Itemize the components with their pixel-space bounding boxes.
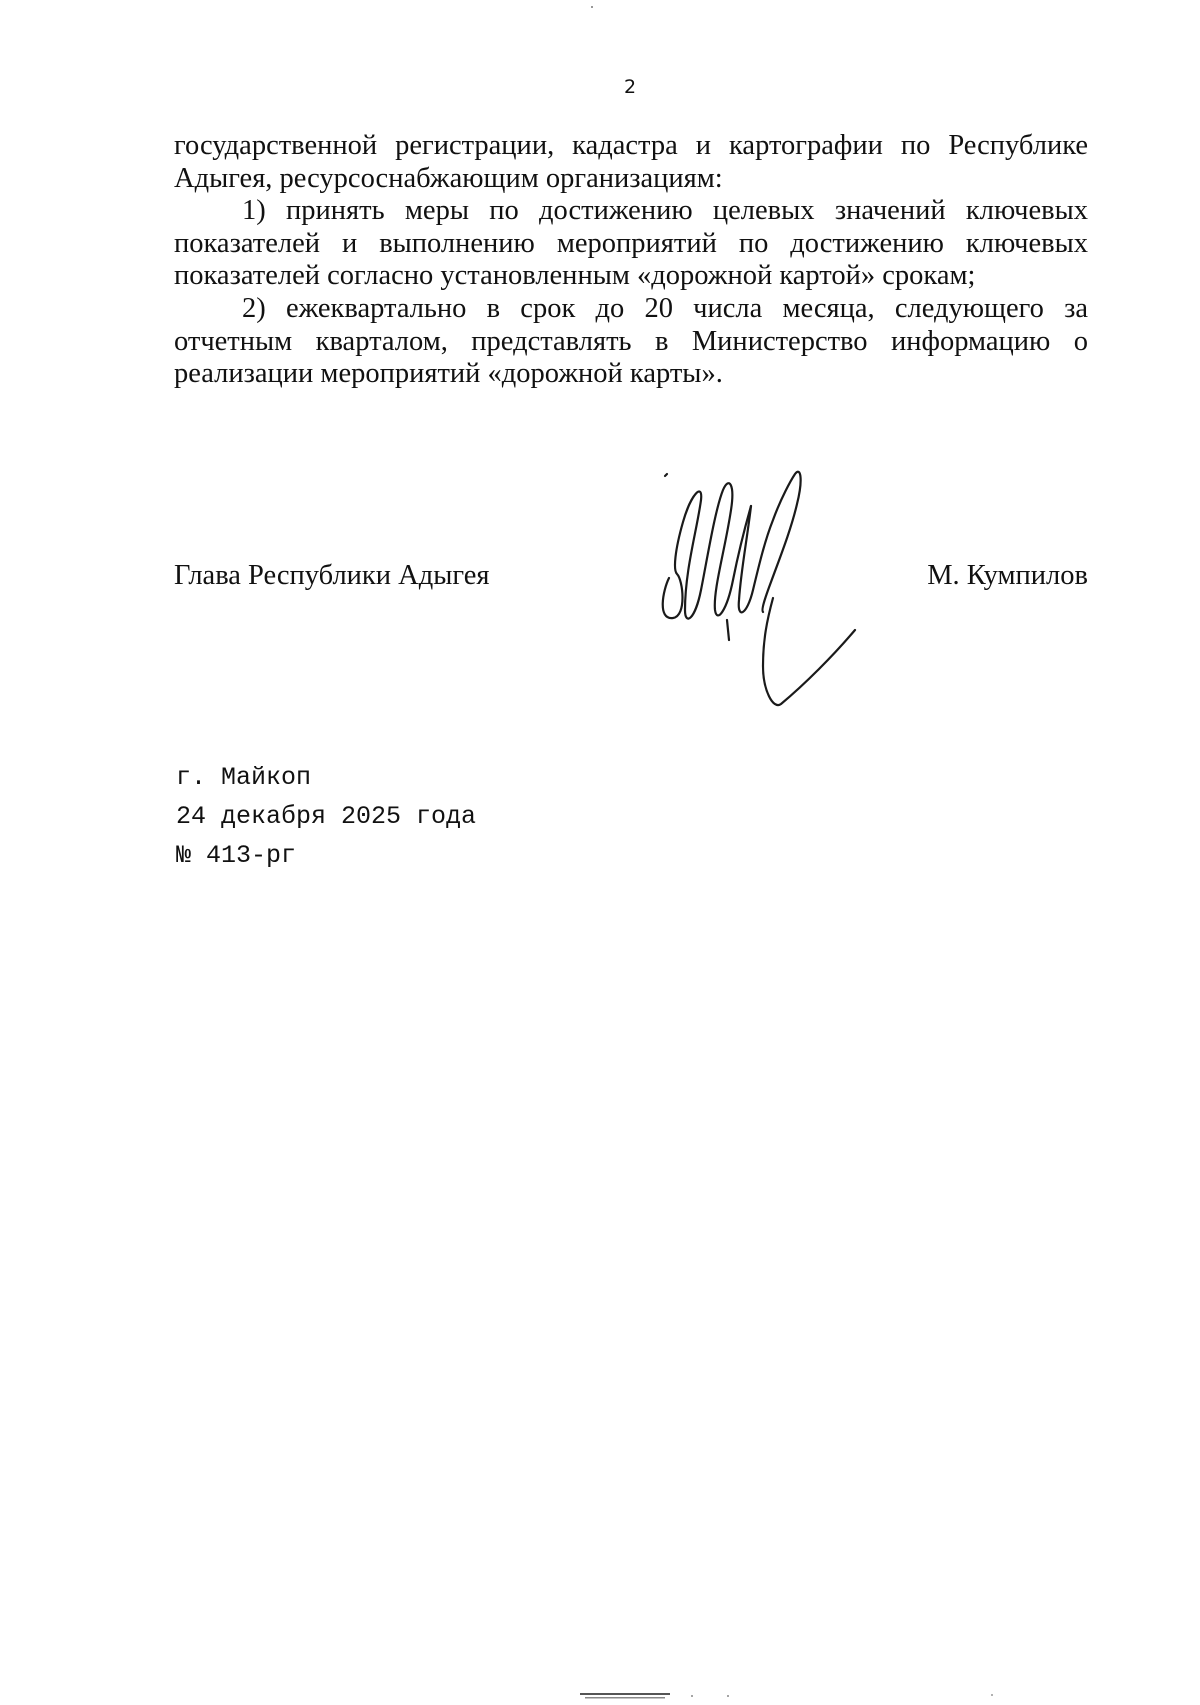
signature-row bbox=[174, 560, 1088, 600]
document-body bbox=[174, 130, 1088, 391]
paragraph-item-2: 2) ежеквартально в срок до 20 числа месяца, следующего за отчетным кварталом, представлять в Министерство информацию о реализации мероприятий «дорожной карты». bbox=[174, 292, 1088, 390]
handwritten-signature-icon bbox=[655, 470, 885, 730]
signer-position: Глава Республики Адыгея bbox=[174, 560, 490, 591]
paragraph-item-1: 1) принять меры по достижению целевых значений ключевых показателей и выполнению мероприятий по достижению ключевых показателей согласно установленным «дорожной картой» срокам; bbox=[174, 195, 1088, 292]
signer-name: М. Кумпилов bbox=[927, 560, 1088, 591]
document-number: № 413-рг bbox=[176, 841, 297, 870]
document-date: 24 декабря 2025 года bbox=[176, 802, 477, 831]
document-city: г. Майкоп bbox=[176, 763, 312, 792]
paragraph-continuation: государственной регистрации, кадастра и картографии по Республике Адыгея, ресурсоснабжающим организациям: bbox=[174, 130, 1088, 194]
document-details bbox=[176, 758, 476, 875]
page-number: 2 bbox=[623, 76, 637, 98]
